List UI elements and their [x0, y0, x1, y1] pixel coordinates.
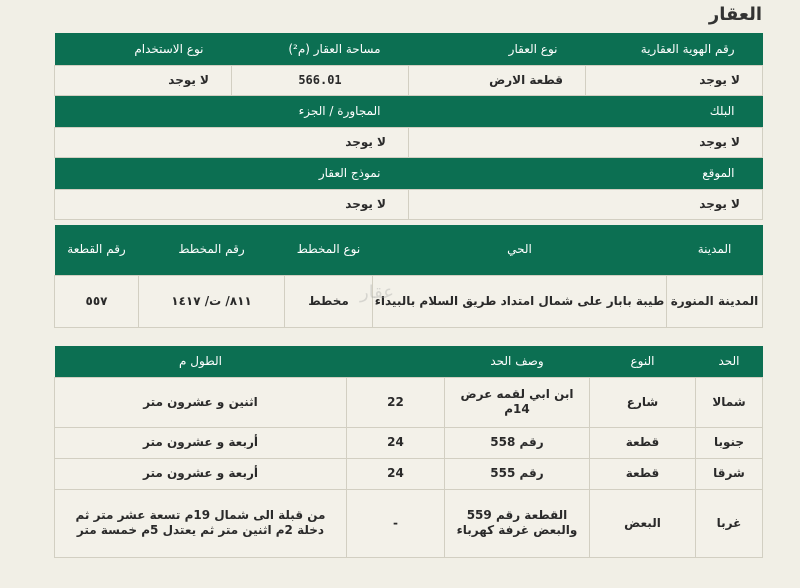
table-row [55, 489, 763, 557]
header-boundary-description: وصف الحد [445, 346, 590, 377]
header-location: الموقع [409, 157, 763, 189]
header-property-id: رقم الهوية العقارية [586, 33, 763, 65]
header-boundary-number [347, 346, 445, 377]
boundaries-table [54, 346, 763, 558]
boundary-length-number: 24 [347, 427, 445, 458]
plan-info-table [54, 225, 763, 328]
boundary-type: البعض [590, 489, 696, 557]
boundary-length-number: 22 [347, 377, 445, 427]
header-district: الحي [373, 225, 667, 275]
page-title: العقار [708, 4, 762, 25]
boundary-length-number: - [347, 489, 445, 557]
boundary-length-text: أربعة و عشرون متر [55, 427, 347, 458]
header-city: المدينة [667, 225, 763, 275]
boundary-length-text: من قبلة الى شمال 19م تسعة عشر متر ثم دخلة 2م اثنين متر ثم يعتدل 5م خمسة متر [55, 489, 347, 557]
boundary-length-text: اثنين و عشرون متر [55, 377, 347, 427]
value-district: طيبة بابار على شمال امتداد طريق السلام بالبيداء [373, 275, 667, 327]
table-row [55, 427, 763, 458]
boundary-direction: شمالا [696, 377, 763, 427]
boundary-direction: شرقا [696, 458, 763, 489]
boundary-direction: جنوبا [696, 427, 763, 458]
boundary-description: القطعة رقم 559 والبعض غرفة كهرباء [445, 489, 590, 557]
boundary-description: رقم 558 [445, 427, 590, 458]
table-row [55, 458, 763, 489]
header-length-m: الطول م [55, 346, 347, 377]
header-plan-number: رقم المخطط [139, 225, 285, 275]
boundary-length-number: 24 [347, 458, 445, 489]
property-info-table [54, 33, 763, 220]
header-property-model: نموذج العقار [55, 157, 409, 189]
value-property-id: لا يوجد [586, 65, 763, 95]
value-usage-type: لا يوجد [55, 65, 232, 95]
header-usage-type: نوع الاستخدام [55, 33, 232, 65]
boundary-type: قطعة [590, 427, 696, 458]
value-property-type: قطعة الارض [409, 65, 586, 95]
value-city: المدينة المنورة [667, 275, 763, 327]
value-location: لا يوجد [409, 189, 763, 219]
boundary-type: شارع [590, 377, 696, 427]
value-neighborhood-part: لا يوجد [55, 127, 409, 157]
watermark: عقار [360, 282, 395, 303]
value-plan-type: مخطط [285, 275, 373, 327]
header-parcel-number: رقم القطعة [55, 225, 139, 275]
header-property-type: نوع العقار [409, 33, 586, 65]
header-plan-type: نوع المخطط [285, 225, 373, 275]
boundary-description: ابن ابي لقمه عرض 14م [445, 377, 590, 427]
header-boundary-type: النوع [590, 346, 696, 377]
boundary-type: قطعة [590, 458, 696, 489]
value-property-area: 566.01 [232, 65, 409, 95]
value-block: لا يوجد [409, 127, 763, 157]
header-block: البلك [409, 95, 763, 127]
header-boundary: الحد [696, 346, 763, 377]
value-plan-number: ٨١١/ ت/ ١٤١٧ [139, 275, 285, 327]
value-parcel-number: ٥٥٧ [55, 275, 139, 327]
boundary-direction: غربا [696, 489, 763, 557]
header-neighborhood-part: المجاورة / الجزء [55, 95, 409, 127]
header-property-area: مساحة العقار (م²) [232, 33, 409, 65]
value-property-model: لا يوجد [55, 189, 409, 219]
boundary-length-text: أربعة و عشرون متر [55, 458, 347, 489]
boundary-description: رقم 555 [445, 458, 590, 489]
table-row [55, 377, 763, 427]
